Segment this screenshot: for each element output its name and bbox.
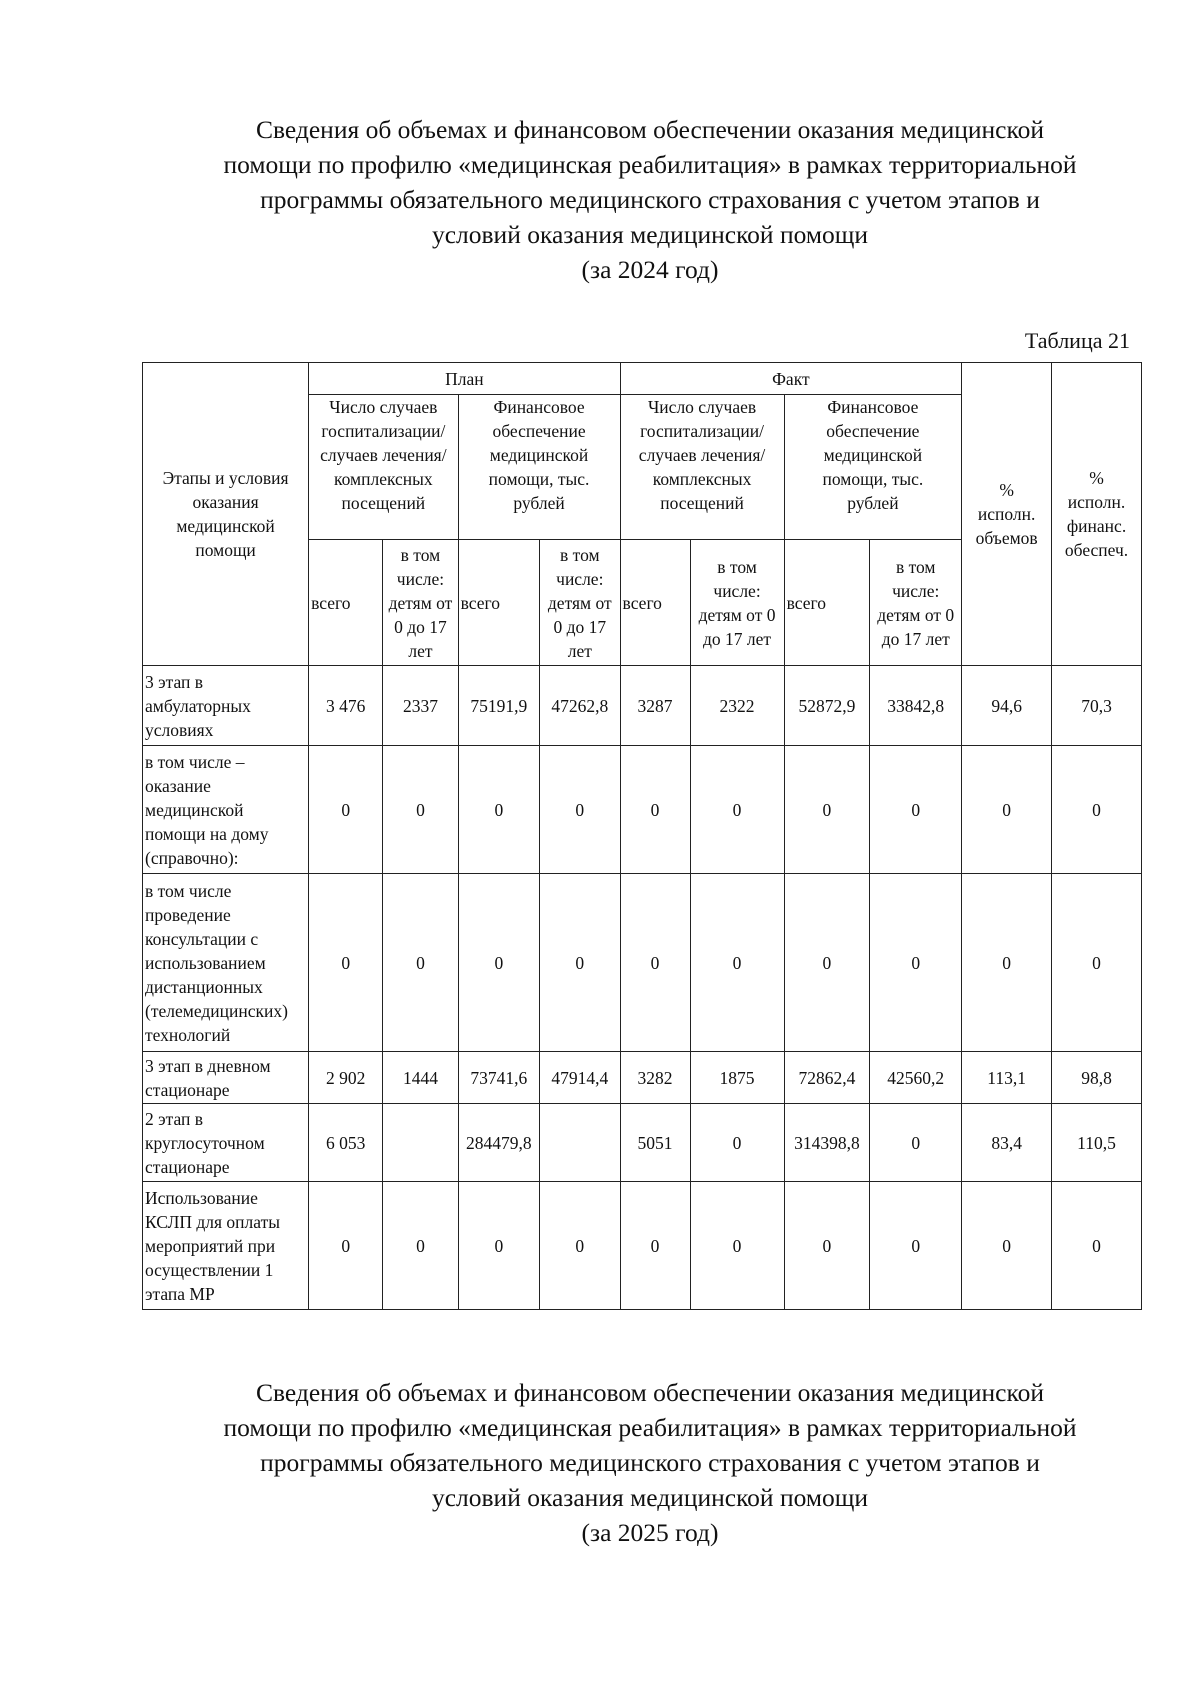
cell: 2322 xyxy=(690,666,784,746)
cell: 0 xyxy=(383,746,458,874)
header-fact: Факт xyxy=(620,363,962,395)
cell: 0 xyxy=(620,874,690,1052)
cell: 75191,9 xyxy=(458,666,540,746)
title-2025-line: условий оказания медицинской помощи xyxy=(431,1483,869,1512)
cell: 0 xyxy=(1052,746,1142,874)
cell: 83,4 xyxy=(962,1104,1052,1182)
cell: 5051 xyxy=(620,1104,690,1182)
cell: 42560,2 xyxy=(870,1052,962,1104)
header-fact-finance: Финансовое обеспечение медицинской помощи, тыс. рублей xyxy=(784,395,962,540)
cell: 1444 xyxy=(383,1052,458,1104)
cell: 3 476 xyxy=(309,666,383,746)
header-pct-finance: % исполн. финанс. обеспеч. xyxy=(1052,363,1142,666)
header-plan-finance-children: в том числе: детям от 0 до 17 лет xyxy=(540,540,620,666)
row-label: Использование КСЛП для оплаты мероприятий при осуществлении 1 этапа МР xyxy=(143,1182,309,1310)
cell: 94,6 xyxy=(962,666,1052,746)
row-label: в том числе – оказание медицинской помощи на дому (справочно): xyxy=(143,746,309,874)
row-label: 3 этап в амбулаторных условиях xyxy=(143,666,309,746)
cell: 0 xyxy=(383,874,458,1052)
data-table xyxy=(142,362,1142,1310)
cell: 0 xyxy=(309,746,383,874)
cell: 3287 xyxy=(620,666,690,746)
cell: 6 053 xyxy=(309,1104,383,1182)
cell: 113,1 xyxy=(962,1052,1052,1104)
cell: 0 xyxy=(540,874,620,1052)
cell: 110,5 xyxy=(1052,1104,1142,1182)
cell: 0 xyxy=(458,746,540,874)
cell: 73741,6 xyxy=(458,1052,540,1104)
cell: 0 xyxy=(1052,874,1142,1052)
cell: 0 xyxy=(383,1182,458,1310)
header-plan-count-children: в том числе: детям от 0 до 17 лет xyxy=(383,540,458,666)
table-row xyxy=(143,1104,1142,1182)
cell: 0 xyxy=(962,874,1052,1052)
title-2025-line: (за 2025 год) xyxy=(581,1518,719,1547)
title-2024-line: (за 2024 год) xyxy=(581,255,719,284)
cell: 0 xyxy=(309,1182,383,1310)
cell: 0 xyxy=(620,746,690,874)
title-2025-line: Сведения об объемах и финансовом обеспечении оказания медицинской xyxy=(256,1378,1044,1407)
table-row xyxy=(143,1182,1142,1310)
cell xyxy=(540,1104,620,1182)
table-label: Таблица 21 xyxy=(1024,328,1130,353)
cell: 2337 xyxy=(383,666,458,746)
cell: 0 xyxy=(870,1182,962,1310)
header-fact-count-total: всего xyxy=(620,540,690,666)
cell: 1875 xyxy=(690,1052,784,1104)
cell: 0 xyxy=(690,746,784,874)
cell xyxy=(383,1104,458,1182)
cell: 0 xyxy=(690,1182,784,1310)
title-2025-line: программы обязательного медицинского страхования с учетом этапов и xyxy=(260,1448,1040,1477)
header-pct-volume: % исполн. объемов xyxy=(962,363,1052,666)
title-2024-line: Сведения об объемах и финансовом обеспечении оказания медицинской xyxy=(256,115,1044,144)
cell: 72862,4 xyxy=(784,1052,870,1104)
row-label: 3 этап в дневном стационаре xyxy=(143,1052,309,1104)
cell: 0 xyxy=(458,1182,540,1310)
header-plan-finance-total: всего xyxy=(458,540,540,666)
cell: 0 xyxy=(784,746,870,874)
header-fact-count-children: в том числе: детям от 0 до 17 лет xyxy=(690,540,784,666)
table-row xyxy=(143,874,1142,1052)
cell: 0 xyxy=(870,746,962,874)
header-plan-count: Число случаев госпитализации/ случаев лечения/ комплексных посещений xyxy=(309,395,458,540)
header-plan: План xyxy=(309,363,620,395)
header-stages: Этапы и условия оказания медицинской помощи xyxy=(143,363,309,666)
cell: 98,8 xyxy=(1052,1052,1142,1104)
cell: 70,3 xyxy=(1052,666,1142,746)
cell: 0 xyxy=(458,874,540,1052)
title-2025-line: помощи по профилю «медицинская реабилитация» в рамках территориальной xyxy=(223,1413,1077,1442)
header-plan-count-total: всего xyxy=(309,540,383,666)
cell: 2 902 xyxy=(309,1052,383,1104)
header-row-1 xyxy=(143,363,1142,395)
cell: 47914,4 xyxy=(540,1052,620,1104)
table-row xyxy=(143,666,1142,746)
cell: 52872,9 xyxy=(784,666,870,746)
cell: 0 xyxy=(620,1182,690,1310)
cell: 0 xyxy=(309,874,383,1052)
cell: 33842,8 xyxy=(870,666,962,746)
cell: 0 xyxy=(962,746,1052,874)
row-label: 2 этап в круглосуточном стационаре xyxy=(143,1104,309,1182)
title-2024-line: программы обязательного медицинского страхования с учетом этапов и xyxy=(260,185,1040,214)
title-2024-line: помощи по профилю «медицинская реабилитация» в рамках территориальной xyxy=(223,150,1077,179)
cell: 0 xyxy=(784,1182,870,1310)
header-fact-finance-total: всего xyxy=(784,540,870,666)
cell: 0 xyxy=(962,1182,1052,1310)
cell: 0 xyxy=(540,1182,620,1310)
cell: 0 xyxy=(1052,1182,1142,1310)
title-2024-line: условий оказания медицинской помощи xyxy=(431,220,869,249)
title-2024 xyxy=(150,112,1150,287)
cell: 0 xyxy=(540,746,620,874)
table-row xyxy=(143,746,1142,874)
cell: 0 xyxy=(784,874,870,1052)
header-plan-finance: Финансовое обеспечение медицинской помощи, тыс. рублей xyxy=(458,395,620,540)
row-label: в том числе проведение консультации с использованием дистанционных (телемедицинских) технологий xyxy=(143,874,309,1052)
cell: 0 xyxy=(870,874,962,1052)
header-fact-count: Число случаев госпитализации/ случаев лечения/ комплексных посещений xyxy=(620,395,784,540)
cell: 284479,8 xyxy=(458,1104,540,1182)
cell: 0 xyxy=(690,874,784,1052)
cell: 0 xyxy=(690,1104,784,1182)
header-fact-finance-children: в том числе: детям от 0 до 17 лет xyxy=(870,540,962,666)
cell: 0 xyxy=(870,1104,962,1182)
cell: 314398,8 xyxy=(784,1104,870,1182)
cell: 3282 xyxy=(620,1052,690,1104)
table-row xyxy=(143,1052,1142,1104)
cell: 47262,8 xyxy=(540,666,620,746)
title-2025 xyxy=(150,1375,1150,1550)
